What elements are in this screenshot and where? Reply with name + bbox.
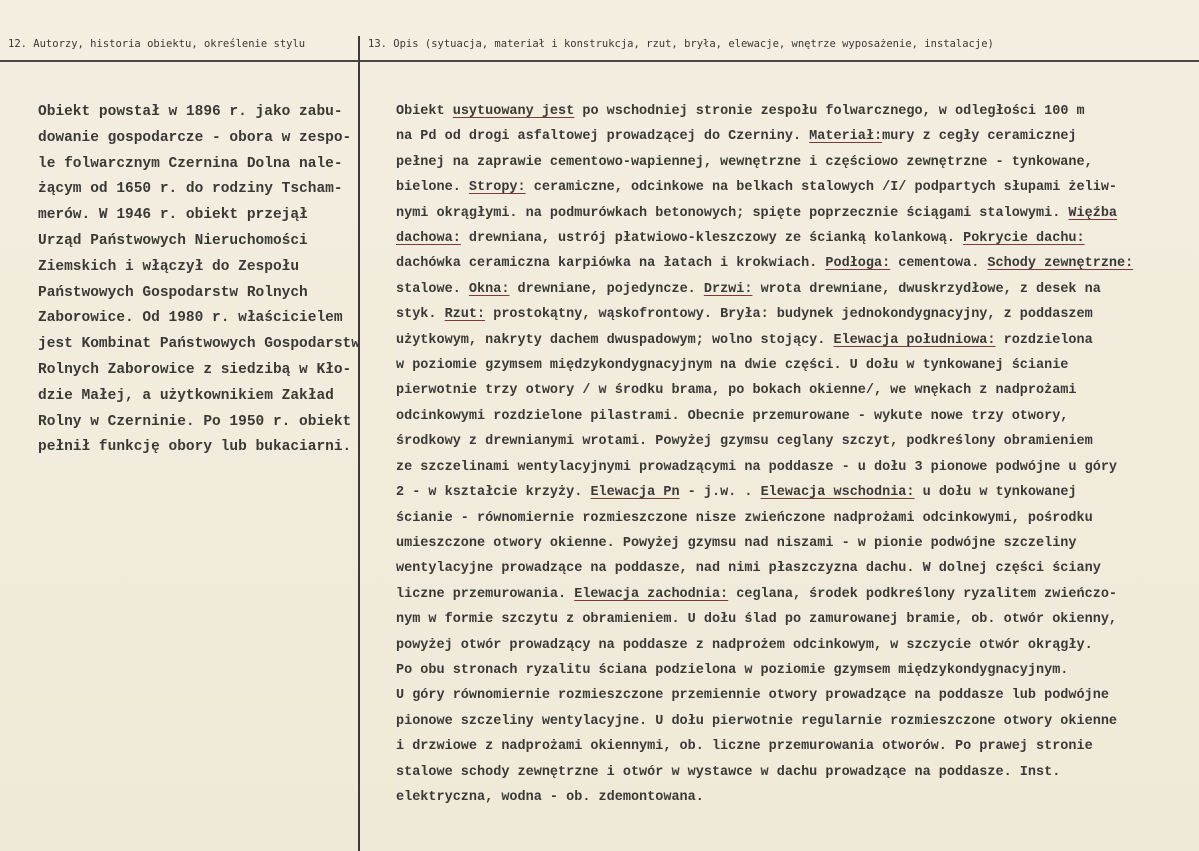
- underlined-term: Pokrycie dachu:: [963, 231, 1085, 247]
- history-line: Rolny w Czerninie. Po 1950 r. obiekt: [38, 413, 352, 430]
- description-line: elektryczna, wodna - ob. zdemontowana.: [396, 789, 704, 805]
- description-line: w poziomie gzymsem międzykondygnacyjnym na dwie części. U dołu w tynkowanej ścianie: [396, 358, 1069, 374]
- description-line: i drzwiowe z nadprożami okiennymi, ob. liczne przemurowania otworów. Po prawej stronie: [396, 739, 1093, 755]
- text-run: rozdzielona: [995, 332, 1093, 348]
- description-line: [396, 226, 1196, 251]
- description-line: U góry równomiernie rozmieszczone przemiennie otwory prowadzące na poddasze lub podwójne: [396, 688, 1109, 704]
- text-run: drewniane, pojedyncze.: [509, 281, 704, 297]
- underlined-term: Elewacja południowa:: [833, 332, 996, 348]
- text-run: styk.: [396, 307, 445, 323]
- underlined-term: Więźba: [1068, 205, 1118, 221]
- form-header: [0, 0, 1199, 60]
- section-12-heading: 12. Autorzy, historia obiektu, określenie stylu: [8, 38, 306, 50]
- text-run: dachówka ceramiczna karpiówka na łatach i krokwiach.: [396, 256, 826, 272]
- underlined-term: dachowa:: [396, 231, 461, 247]
- history-line: Państwowych Gospodarstw Rolnych: [38, 284, 308, 301]
- history-line: le folwarcznym Czernina Dolna nale-: [38, 155, 343, 172]
- text-run: ceglana, środek podkreślony ryzalitem zwieńczo-: [728, 586, 1118, 602]
- history-line: dzie Małej, a użytkownikiem Zakład: [38, 387, 334, 404]
- text-run: ceramiczne, odcinkowe na belkach stalowych /I/ podpartych słupami żeliw-: [525, 180, 1118, 196]
- section-13-heading: 13. Opis (sytuacja, materiał i konstrukcja, rzut, bryła, elewacje, wnętrze wyposażenie, instalacje): [368, 38, 994, 50]
- description-line: [396, 201, 1196, 226]
- underlined-term: Drzwi:: [703, 281, 753, 297]
- description-line: ścianie - równomiernie rozmieszczone nisze zwieńczone nadprożami odcinkowymi, pośrodku: [396, 510, 1093, 526]
- description-line: [396, 480, 1196, 505]
- history-line: dowanie gospodarcze - obora w zespo-: [38, 129, 352, 146]
- text-run: wrota drewniane, dwuskrzydłowe, z desek na: [752, 281, 1101, 297]
- description-line: pierwotnie trzy otwory / w środku brama, po bokach okienne/, we wnękach z nadprożami: [396, 383, 1077, 399]
- description-line: nym w formie szczytu z obramieniem. U dołu ślad po zamurowanej bramie, ob. otwór okienny,: [396, 612, 1118, 628]
- description-line: [396, 99, 1196, 124]
- description-line: środkowy z drewnianymi wrotami. Powyżej gzymsu ceglany szczyt, podkreślony obramieniem: [396, 434, 1093, 450]
- description-line: [396, 328, 1196, 353]
- text-run: drewniana, ustrój płatwiowo-kleszczowy ze ścianką kolankową.: [460, 231, 964, 247]
- description-line: [396, 124, 1196, 149]
- description-line: umieszczone otwory okienne. Powyżej gzymsu nad niszami - w pionie podwójne szczeliny: [396, 535, 1077, 551]
- header-divider: [0, 60, 1199, 62]
- description-line: [396, 582, 1196, 607]
- text-run: cementowa.: [890, 256, 988, 272]
- text-run: stalowe.: [396, 281, 469, 297]
- history-line: Zaborowice. Od 1980 r. właścicielem: [38, 310, 343, 327]
- text-run: 2 - w kształcie krzyży.: [396, 485, 591, 501]
- description-line: stalowe schody zewnętrzne i otwór w wystawce w dachu prowadzące na poddasze. Inst.: [396, 764, 1061, 780]
- description-line: Po obu stronach ryzalitu ściana podzielona w poziomie gzymsem międzykondygnacyjnym.: [396, 662, 1069, 678]
- history-line: Ziemskich i włączył do Zespołu: [38, 258, 300, 275]
- text-run: u dołu w tynkowanej: [914, 485, 1077, 501]
- text-run: użytkowym, nakryty dachem dwuspadowym; wolno stojący.: [396, 332, 834, 348]
- underlined-term: Podłoga:: [825, 256, 891, 272]
- text-run: mury z cegły ceramicznej: [882, 129, 1077, 145]
- underlined-term: Elewacja Pn: [590, 485, 680, 501]
- description-line: [396, 302, 1196, 327]
- text-run: liczne przemurowania.: [396, 586, 575, 602]
- text-run: prostokątny, wąskofrontowy. Bryła: budynek jednokondygnacyjny, z poddaszem: [485, 307, 1093, 323]
- underlined-term: Materiał:: [809, 129, 883, 145]
- description-line: [396, 277, 1196, 302]
- description-line: powyżej otwór prowadzący na poddasze z nadprożem odcinkowym, w szczycie otwór okrągły.: [396, 637, 1093, 653]
- text-run: - j.w. .: [679, 485, 761, 501]
- description-line: pionowe szczeliny wentylacyjne. U dołu pierwotnie regularnie rozmieszczone otwory okienne: [396, 713, 1118, 729]
- history-line: żącym od 1650 r. do rodziny Tscham-: [38, 181, 343, 198]
- history-text: [38, 100, 363, 461]
- underlined-term: Rzut:: [444, 307, 486, 323]
- text-run: bielone.: [396, 180, 469, 196]
- history-line: Urząd Państwowych Nieruchomości: [38, 232, 308, 249]
- description-line: odcinkowymi rozdzielone pilastrami. Obecnie przemurowane - wykute nowe trzy otwory,: [396, 408, 1069, 424]
- description-line: ze szczelinami wentylacyjnymi prowadzącymi na poddasze - u dołu 3 pionowe podwójne u góry: [396, 459, 1118, 475]
- text-run: po wschodniej stronie zespołu folwarcznego, w odległości 100 m: [574, 104, 1085, 119]
- underlined-term: Schody zewnętrzne:: [987, 256, 1134, 272]
- underlined-term: Okna:: [468, 281, 510, 297]
- underlined-term: usytuowany jest: [452, 104, 575, 119]
- description-text: [396, 99, 1196, 810]
- text-run: nymi okrągłymi. na podmurówkach betonowych; spięte poprzecznie ściągami stalowymi.: [396, 205, 1069, 221]
- description-line: wentylacyjne prowadzące na poddasze, nad nimi płaszczyzna dachu. W dolnej części ściany: [396, 561, 1101, 577]
- description-line: [396, 251, 1196, 276]
- history-line: Obiekt powstał w 1896 r. jako zabu-: [38, 104, 343, 120]
- text-run: na Pd od drogi asfaltowej prowadzącej do Czerniny.: [396, 129, 810, 145]
- description-line: pełnej na zaprawie cementowo-wapiennej, wewnętrzne i częściowo zewnętrzne - tynkowane,: [396, 154, 1093, 170]
- underlined-term: Elewacja zachodnia:: [574, 586, 729, 602]
- history-line: merów. W 1946 r. obiekt przejął: [38, 207, 308, 224]
- text-run: Obiekt: [396, 104, 453, 119]
- history-line: jest Kombinat Państwowych Gospodarstw: [38, 336, 360, 353]
- underlined-term: Elewacja wschodnia:: [760, 485, 915, 501]
- underlined-term: Stropy:: [468, 180, 526, 196]
- description-line: [396, 175, 1196, 200]
- history-line: Rolnych Zaborowice z siedzibą w Kło-: [38, 361, 352, 378]
- history-line: pełnił funkcję obory lub bukaciarni.: [38, 439, 352, 456]
